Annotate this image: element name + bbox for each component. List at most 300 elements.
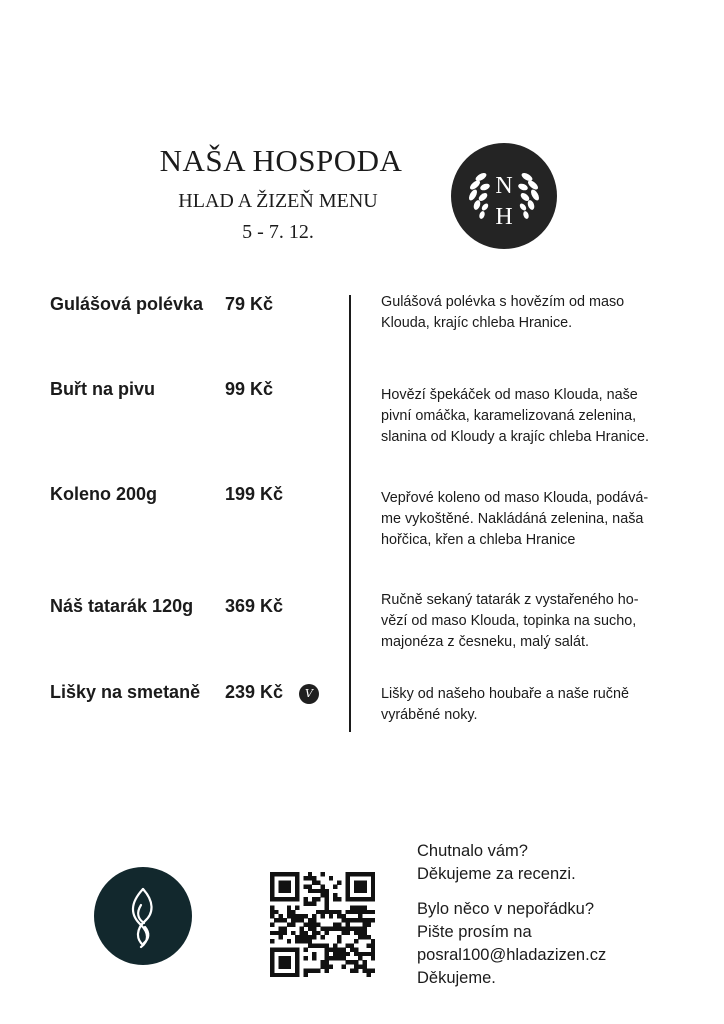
qr-module [367, 897, 371, 901]
qr-module [291, 948, 295, 952]
qr-module [329, 948, 333, 952]
qr-module [320, 893, 324, 897]
qr-module [320, 885, 324, 889]
qr-module [287, 960, 291, 964]
qr-module [316, 969, 320, 973]
qr-module [354, 964, 358, 968]
qr-module [362, 964, 366, 968]
qr-module [295, 889, 299, 893]
qr-module [283, 960, 287, 964]
qr-module [346, 960, 350, 964]
qr-module [350, 910, 354, 914]
menu-item-description [381, 385, 681, 448]
qr-module [287, 880, 291, 884]
qr-module [304, 935, 308, 939]
menu-item-price: 199 Kč [225, 484, 284, 504]
qr-module [295, 906, 299, 910]
qr-module [362, 922, 366, 926]
qr-module [329, 876, 333, 880]
qr-module [320, 914, 324, 918]
qr-module [308, 939, 312, 943]
qr-module [287, 910, 291, 914]
qr-module [354, 880, 358, 884]
qr-module [367, 943, 371, 947]
qr-module [278, 897, 282, 901]
qr-module [312, 889, 316, 893]
qr-module [325, 906, 329, 910]
qr-module [270, 964, 274, 968]
qr-module [304, 897, 308, 901]
qr-module [371, 969, 375, 973]
qr-module [333, 927, 337, 931]
qr-module [270, 973, 274, 977]
qr-module [350, 969, 354, 973]
qr-module [312, 927, 316, 931]
qr-module [312, 931, 316, 935]
qr-module [295, 872, 299, 876]
qr-module [287, 922, 291, 926]
qr-module [362, 885, 366, 889]
qr-module [291, 914, 295, 918]
hop-wings-right [517, 171, 540, 219]
qr-module [367, 918, 371, 922]
qr-module [371, 948, 375, 952]
qr-module [337, 914, 341, 918]
menu-item-description [381, 488, 681, 551]
qr-module [308, 876, 312, 880]
qr-module [283, 931, 287, 935]
qr-module [358, 880, 362, 884]
footer-line: Bylo něco v nepořádku? [417, 900, 595, 918]
qr-module [341, 931, 345, 935]
qr-module [295, 956, 299, 960]
footer-line: Pište prosím na [417, 923, 532, 941]
qr-module [371, 910, 375, 914]
qr-module [354, 939, 358, 943]
qr-module [346, 889, 350, 893]
qr-module [270, 960, 274, 964]
qr-module [295, 918, 299, 922]
menu-item-price: 79 Kč [225, 294, 274, 314]
qr-module [320, 943, 324, 947]
qr-module [371, 885, 375, 889]
qr-module [362, 889, 366, 893]
qr-module [325, 956, 329, 960]
qr-module [350, 918, 354, 922]
qr-module [371, 956, 375, 960]
qr-module [325, 964, 329, 968]
description-line: slanina od Kloudy a krajíc chleba Hranice. [381, 429, 649, 445]
qr-module [346, 885, 350, 889]
qr-module [283, 973, 287, 977]
qr-module [367, 952, 371, 956]
qr-module [354, 969, 358, 973]
qr-module [362, 872, 366, 876]
footer-email[interactable]: posral100@hladazizen.cz [417, 946, 607, 964]
qr-module [283, 964, 287, 968]
menu-item-name: Buřt na pivu [50, 379, 156, 399]
qr-module [287, 897, 291, 901]
qr-module [362, 931, 366, 935]
qr-module [312, 943, 316, 947]
description-line: majonéza z česneku, malý salát. [381, 634, 589, 650]
qr-module [295, 914, 299, 918]
qr-module [299, 918, 303, 922]
description-line: Gulášová polévka s hovězím od maso [381, 294, 625, 310]
qr-module [341, 927, 345, 931]
qr-module [371, 889, 375, 893]
qr-module [312, 880, 316, 884]
qr-module [320, 910, 324, 914]
qr-module [312, 922, 316, 926]
qr-module [358, 935, 362, 939]
qr-module [270, 876, 274, 880]
qr-module [350, 927, 354, 931]
qr-module [278, 948, 282, 952]
qr-module [354, 931, 358, 935]
description-line: pivní omáčka, karamelizovaná zelenina, [381, 408, 637, 424]
qr-module [341, 918, 345, 922]
qr-module [362, 952, 366, 956]
menu-item-name: Lišky na smetaně [50, 682, 201, 702]
qr-module [270, 906, 274, 910]
menu-item-name: Koleno 200g [50, 484, 158, 504]
qr-module [354, 897, 358, 901]
qr-module [316, 889, 320, 893]
column-divider [349, 295, 351, 732]
qr-module [371, 943, 375, 947]
footer-line: Chutnalo vám? [417, 842, 528, 860]
qr-module [350, 960, 354, 964]
footer-line: Děkujeme za recenzi. [417, 865, 576, 883]
qr-module [341, 964, 345, 968]
qr-module [341, 956, 345, 960]
qr-module [371, 939, 375, 943]
qr-module [320, 927, 324, 931]
description-line: vězí od maso Klouda, topinka na sucho, [381, 613, 637, 629]
qr-module [346, 910, 350, 914]
menu-item-description [381, 590, 681, 653]
qr-module [367, 973, 371, 977]
qr-module [270, 885, 274, 889]
qr-module [346, 880, 350, 884]
qr-module [350, 872, 354, 876]
qr-module [295, 948, 299, 952]
qr-module [299, 927, 303, 931]
qr-module [283, 872, 287, 876]
qr-module [367, 872, 371, 876]
qr-module [367, 969, 371, 973]
qr-module [312, 901, 316, 905]
qr-module [329, 964, 333, 968]
qr-module [278, 927, 282, 931]
qr-module [367, 935, 371, 939]
qr-module [278, 956, 282, 960]
qr-module [333, 922, 337, 926]
qr-module [325, 952, 329, 956]
qr-module [337, 935, 341, 939]
qr-module [329, 914, 333, 918]
qr-module [333, 897, 337, 901]
qr-module [329, 910, 333, 914]
qr-module [283, 948, 287, 952]
qr-module [358, 952, 362, 956]
qr-module [329, 956, 333, 960]
qr-module [312, 969, 316, 973]
qr-module [283, 885, 287, 889]
qr-module [362, 906, 366, 910]
description-line: Lišky od našeho houbaře a naše ručně [381, 686, 630, 702]
qr-module [367, 922, 371, 926]
qr-module [362, 918, 366, 922]
qr-module [270, 872, 274, 876]
qr-module [304, 973, 308, 977]
qr-module [333, 943, 337, 947]
qr-module [325, 960, 329, 964]
qr-module [358, 918, 362, 922]
qr-module [316, 910, 320, 914]
qr-module [354, 918, 358, 922]
qr-module [312, 897, 316, 901]
qr-module [367, 910, 371, 914]
qr-module [308, 901, 312, 905]
qr-module [283, 956, 287, 960]
qr-code-icon[interactable] [270, 872, 375, 977]
qr-module [333, 893, 337, 897]
qr-module [337, 880, 341, 884]
qr-module [287, 973, 291, 977]
qr-module [278, 918, 282, 922]
qr-module [270, 897, 274, 901]
qr-module [312, 914, 316, 918]
qr-module [283, 897, 287, 901]
qr-module [346, 872, 350, 876]
qr-module [295, 885, 299, 889]
menu-item-price: 239 Kč [225, 682, 284, 702]
qr-module [350, 943, 354, 947]
qr-module [337, 956, 341, 960]
qr-module [295, 880, 299, 884]
qr-module [295, 897, 299, 901]
qr-module [362, 880, 366, 884]
qr-module [354, 906, 358, 910]
qr-module [291, 922, 295, 926]
qr-module [316, 931, 320, 935]
qr-module [291, 918, 295, 922]
page-title: NAŠA HOSPODA [159, 143, 403, 178]
menu-item-price: 99 Kč [225, 379, 274, 399]
qr-module [316, 880, 320, 884]
qr-module [354, 927, 358, 931]
qr-module [337, 927, 341, 931]
qr-module [283, 918, 287, 922]
qr-module [308, 918, 312, 922]
qr-module [358, 910, 362, 914]
qr-module [346, 893, 350, 897]
qr-module [287, 956, 291, 960]
qr-module [291, 931, 295, 935]
qr-module [304, 956, 308, 960]
qr-module [287, 939, 291, 943]
qr-module [358, 897, 362, 901]
qr-module [270, 922, 274, 926]
qr-module [270, 952, 274, 956]
qr-module [308, 889, 312, 893]
qr-module [316, 943, 320, 947]
qr-module [346, 943, 350, 947]
menu-item-name: Náš tatarák 120g [50, 596, 194, 616]
qr-module [325, 893, 329, 897]
qr-module [308, 935, 312, 939]
menu-item-name: Gulášová polévka [50, 294, 204, 314]
qr-module [358, 872, 362, 876]
qr-module [312, 918, 316, 922]
qr-module [304, 922, 308, 926]
qr-module [308, 872, 312, 876]
qr-module [333, 910, 337, 914]
qr-module [295, 952, 299, 956]
qr-module [325, 927, 329, 931]
menu-item-description [381, 684, 681, 726]
qr-module [287, 885, 291, 889]
qr-module [299, 931, 303, 935]
hop-wings-monogram-icon [451, 143, 557, 249]
vegetarian-badge-icon: V [299, 684, 319, 704]
qr-module [287, 872, 291, 876]
qr-module [278, 889, 282, 893]
qr-module [341, 914, 345, 918]
description-line: Ručně sekaný tatarák z vystařeného ho- [381, 592, 639, 608]
qr-module [304, 939, 308, 943]
description-line: Hovězí špekáček od maso Klouda, naše [381, 387, 638, 403]
qr-module [337, 922, 341, 926]
qr-module [278, 872, 282, 876]
qr-module [346, 918, 350, 922]
qr-module [320, 960, 324, 964]
qr-module [337, 939, 341, 943]
qr-module [291, 897, 295, 901]
qr-module [270, 893, 274, 897]
qr-module [358, 964, 362, 968]
qr-module [274, 931, 278, 935]
qr-module [346, 922, 350, 926]
qr-module [308, 969, 312, 973]
hop-wings-left [467, 171, 490, 219]
qr-module [362, 927, 366, 931]
qr-module [325, 910, 329, 914]
qr-module [291, 872, 295, 876]
qr-module [312, 952, 316, 956]
qr-module [325, 901, 329, 905]
qr-module [358, 927, 362, 931]
qr-module [358, 956, 362, 960]
qr-module [325, 931, 329, 935]
qr-module [295, 964, 299, 968]
qr-module [274, 910, 278, 914]
qr-module [308, 927, 312, 931]
qr-module [325, 969, 329, 973]
qr-module [337, 897, 341, 901]
qr-module [337, 948, 341, 952]
qr-module [320, 889, 324, 893]
description-line: vyráběné noky. [381, 707, 478, 723]
qr-module [304, 901, 308, 905]
qr-module [274, 897, 278, 901]
qr-module [341, 952, 345, 956]
qr-module [325, 889, 329, 893]
menu-dates: 5 - 7. 12. [242, 221, 314, 243]
qr-module [278, 885, 282, 889]
qr-module [325, 948, 329, 952]
qr-module [312, 935, 316, 939]
qr-module [304, 885, 308, 889]
qr-module [299, 939, 303, 943]
qr-module [287, 906, 291, 910]
qr-module [346, 897, 350, 901]
qr-module [329, 927, 333, 931]
qr-module [337, 952, 341, 956]
qr-module [274, 948, 278, 952]
flame-leaf-icon [94, 867, 192, 965]
description-line: me vykoštěné. Nakládáná zelenina, naša [381, 511, 644, 527]
qr-module [371, 876, 375, 880]
qr-module [358, 889, 362, 893]
qr-module [295, 893, 299, 897]
qr-module [320, 872, 324, 876]
qr-module [371, 918, 375, 922]
qr-module [304, 948, 308, 952]
qr-module [304, 876, 308, 880]
qr-module [283, 927, 287, 931]
qr-module [354, 948, 358, 952]
qr-module [278, 931, 282, 935]
qr-module [287, 914, 291, 918]
qr-module [291, 910, 295, 914]
qr-module [299, 935, 303, 939]
qr-module [350, 906, 354, 910]
qr-module [287, 964, 291, 968]
qr-module [274, 872, 278, 876]
qr-module [337, 910, 341, 914]
description-line: Klouda, krajíc chleba Hranice. [381, 315, 573, 331]
qr-module [358, 885, 362, 889]
qr-module [362, 897, 366, 901]
qr-module [295, 939, 299, 943]
menu-subtitle: HLAD A ŽIZEŇ MENU [178, 190, 378, 212]
qr-module [362, 969, 366, 973]
qr-module [371, 897, 375, 901]
qr-module [295, 935, 299, 939]
qr-module [333, 948, 337, 952]
qr-module [354, 885, 358, 889]
qr-module [362, 960, 366, 964]
qr-module [278, 880, 282, 884]
menu-item-price: 369 Kč [225, 596, 284, 616]
qr-module [270, 969, 274, 973]
qr-module [371, 893, 375, 897]
qr-module [308, 943, 312, 947]
qr-module [312, 956, 316, 960]
qr-module [278, 973, 282, 977]
qr-module [295, 969, 299, 973]
qr-module [346, 931, 350, 935]
qr-module [295, 973, 299, 977]
qr-module [316, 922, 320, 926]
qr-module [320, 935, 324, 939]
description-line: Vepřové koleno od maso Klouda, podává- [381, 490, 649, 506]
qr-module [304, 914, 308, 918]
qr-module [358, 906, 362, 910]
